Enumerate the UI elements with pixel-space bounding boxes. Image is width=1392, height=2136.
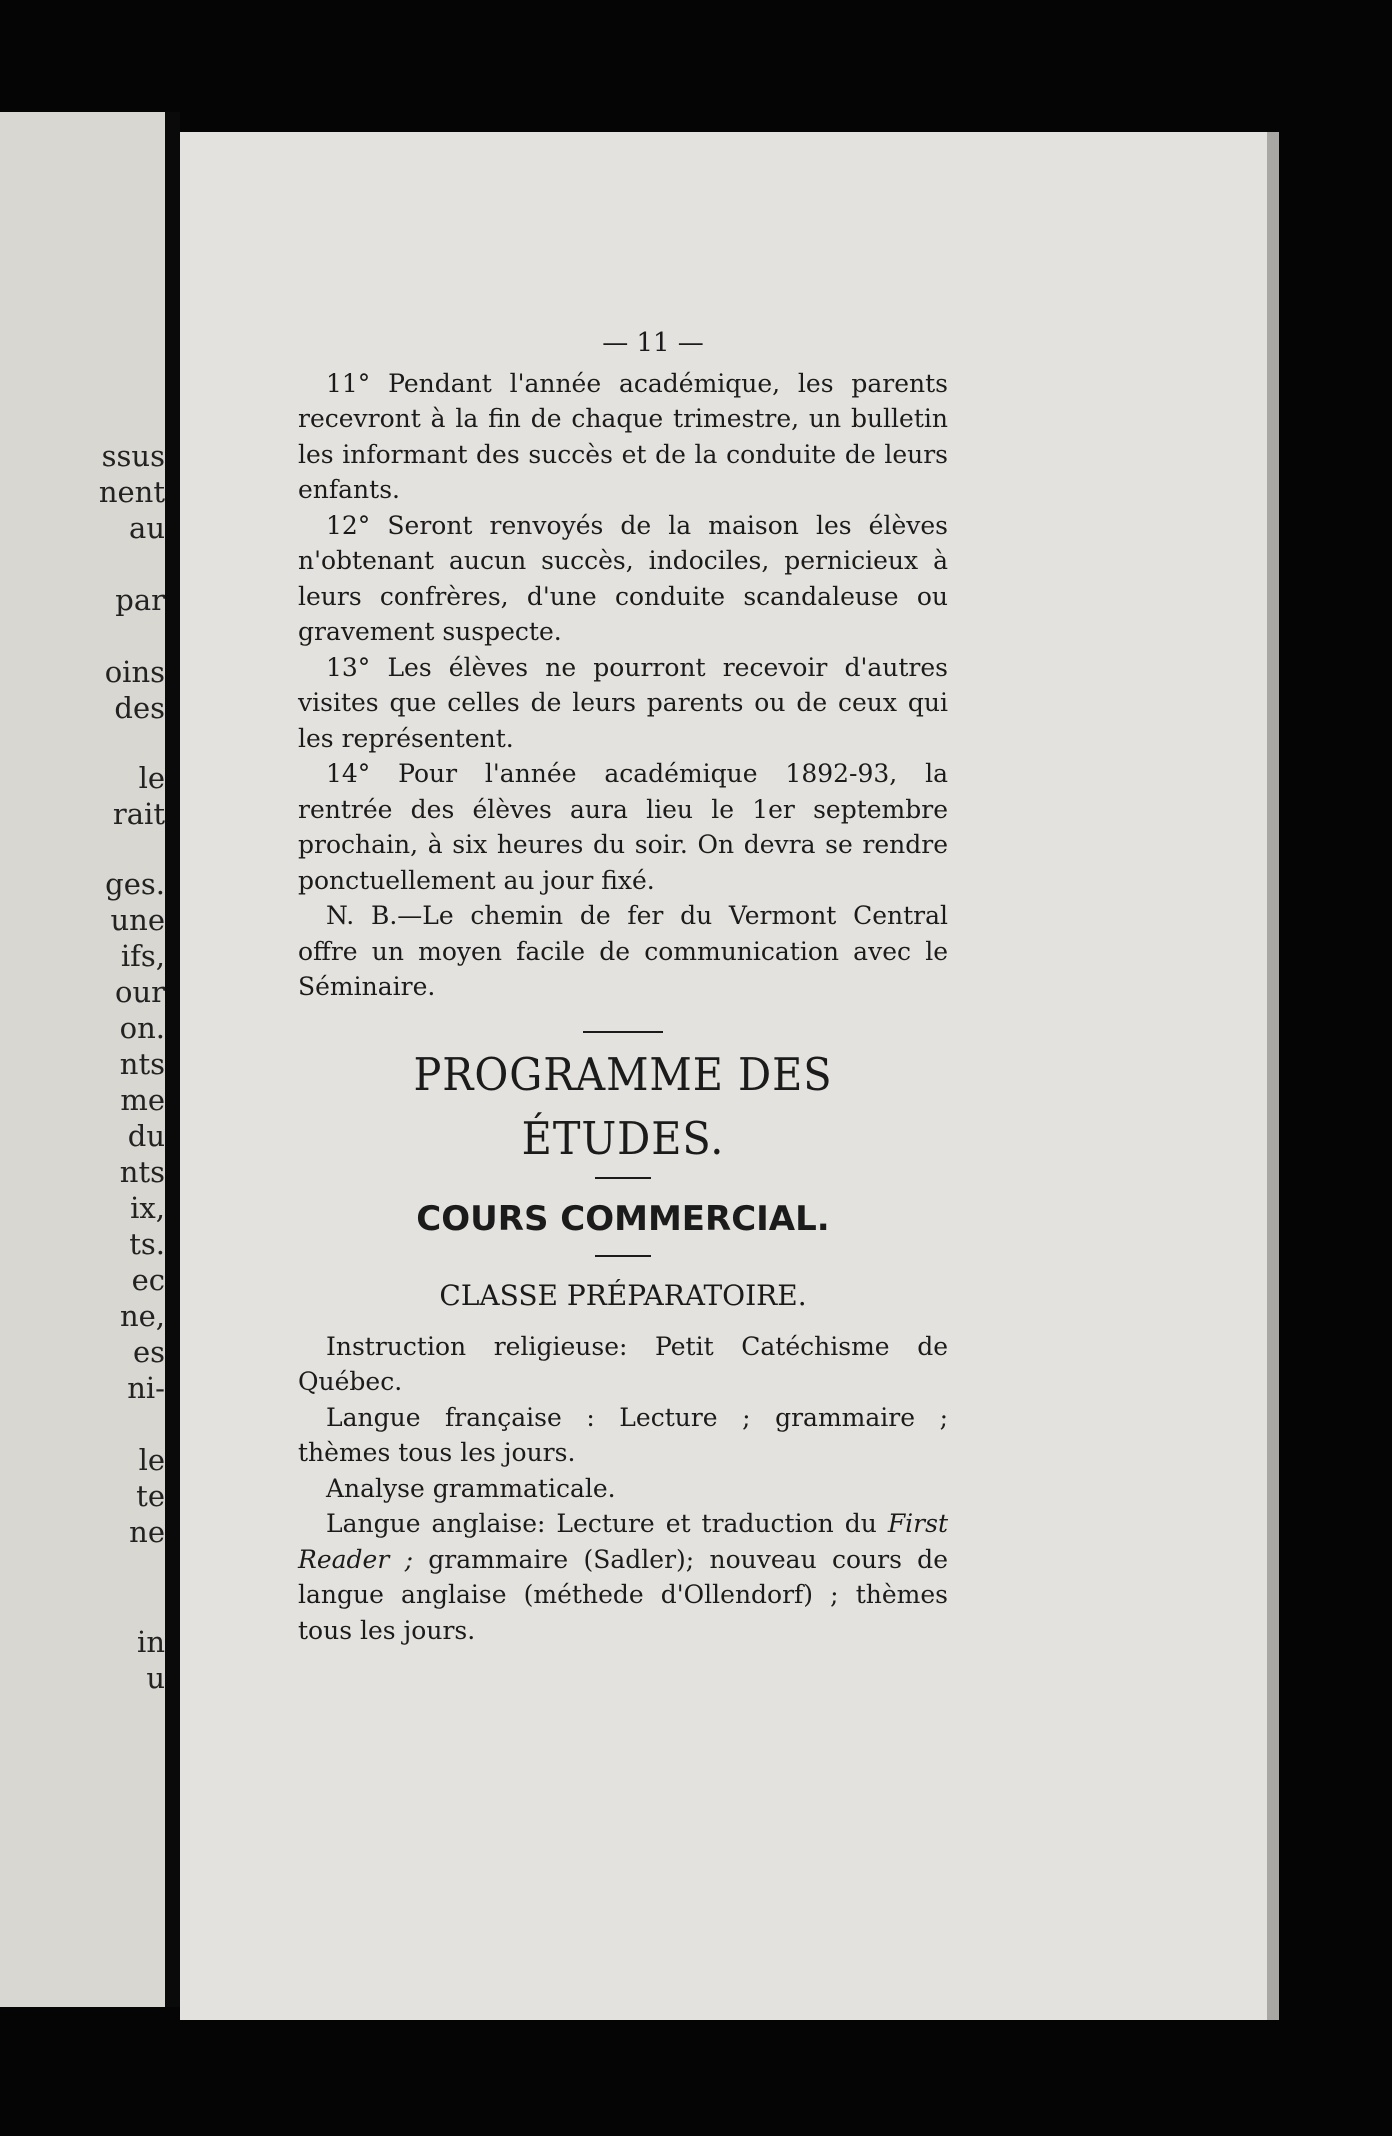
left-fragment: par bbox=[115, 583, 165, 617]
rule-paragraph-12: 12° Seront renvoyés de la maison les élèves n'obtenant aucun succès, indociles, pernicieux à leurs confrères, d'une conduite scandaleuse ou gravement suspecte. bbox=[298, 510, 948, 646]
rule-paragraph-14: 14° Pour l'année académique 1892-93, la rentrée des élèves aura lieu le 1er septembre prochain, à six heures du soir. On devra se rendre ponctuellement au jour fixé. bbox=[298, 759, 948, 895]
left-fragment: ne bbox=[129, 1515, 165, 1549]
english-item-text: Langue anglaise: Lecture et traduction du bbox=[326, 1509, 888, 1538]
divider-rule bbox=[595, 1177, 651, 1179]
left-fragment: te bbox=[136, 1479, 165, 1513]
left-fragment: ssus bbox=[101, 439, 165, 473]
left-fragment: au bbox=[129, 511, 165, 545]
note-paragraph: N. B.—Le chemin de fer du Vermont Central offre un moyen facile de communication avec le Séminaire. bbox=[298, 901, 948, 1001]
left-fragment: rait bbox=[112, 797, 165, 831]
divider-rule bbox=[583, 1031, 663, 1033]
left-fragment: ec bbox=[131, 1263, 165, 1297]
left-facing-page bbox=[0, 112, 165, 2007]
left-fragment: me bbox=[120, 1083, 165, 1117]
left-fragment: ne, bbox=[119, 1299, 165, 1333]
english-item-title: First Reader ; bbox=[298, 1509, 948, 1574]
left-fragment: une bbox=[110, 903, 165, 937]
left-fragment: ges. bbox=[105, 867, 165, 901]
left-fragment: ni- bbox=[127, 1371, 165, 1405]
left-fragment: our bbox=[115, 975, 165, 1009]
left-fragment: nts bbox=[119, 1155, 165, 1189]
english-item-rest: grammaire (Sadler); nouveau cours de langue anglaise (méthede d'Ollendorf) ; thèmes tous les jours. bbox=[298, 1544, 948, 1645]
class-title: CLASSE PRÉPARATOIRE. bbox=[439, 1278, 807, 1312]
rule-paragraph-13: 13° Les élèves ne pourront recevoir d'autres visites que celles de leurs parents ou de ceux qui les représentent. bbox=[298, 652, 948, 753]
english-item bbox=[298, 1506, 948, 1648]
left-fragment: es bbox=[132, 1335, 165, 1369]
left-fragment: oins bbox=[104, 655, 165, 689]
religion-item: Instruction religieuse: Petit Catéchisme de Québec. bbox=[298, 1331, 948, 1396]
left-fragment: le bbox=[138, 761, 165, 795]
left-fragment: u bbox=[146, 1661, 165, 1695]
left-fragment: nts bbox=[119, 1047, 165, 1081]
left-fragment: du bbox=[127, 1119, 165, 1153]
left-fragment: ts. bbox=[129, 1227, 165, 1261]
left-fragment: des bbox=[114, 691, 165, 725]
left-fragment: ix, bbox=[130, 1191, 165, 1225]
page-edge bbox=[1267, 132, 1279, 2020]
left-fragment: ifs, bbox=[120, 939, 165, 973]
course-title: COURS COMMERCIAL. bbox=[416, 1198, 830, 1239]
main-page bbox=[180, 132, 1267, 2020]
book-gutter bbox=[165, 112, 180, 2007]
left-fragment: on. bbox=[119, 1011, 165, 1045]
rule-paragraph-11: 11° Pendant l'année académique, les parents recevront à la fin de chaque trimestre, un bulletin les informant des succès et de la conduite de leurs enfants. bbox=[298, 368, 948, 504]
program-title: PROGRAMME DES ÉTUDES. bbox=[413, 1047, 833, 1165]
analysis-item: Analyse grammaticale. bbox=[326, 1473, 616, 1503]
left-fragment: nent bbox=[98, 475, 165, 509]
page-body bbox=[298, 326, 948, 1648]
left-fragment: le bbox=[138, 1443, 165, 1477]
french-item: Langue française : Lecture ; grammaire ; thèmes tous les jours. bbox=[298, 1402, 948, 1467]
divider-rule bbox=[595, 1255, 651, 1257]
left-fragment: in bbox=[137, 1625, 165, 1659]
page-number: — 11 — bbox=[602, 328, 704, 358]
